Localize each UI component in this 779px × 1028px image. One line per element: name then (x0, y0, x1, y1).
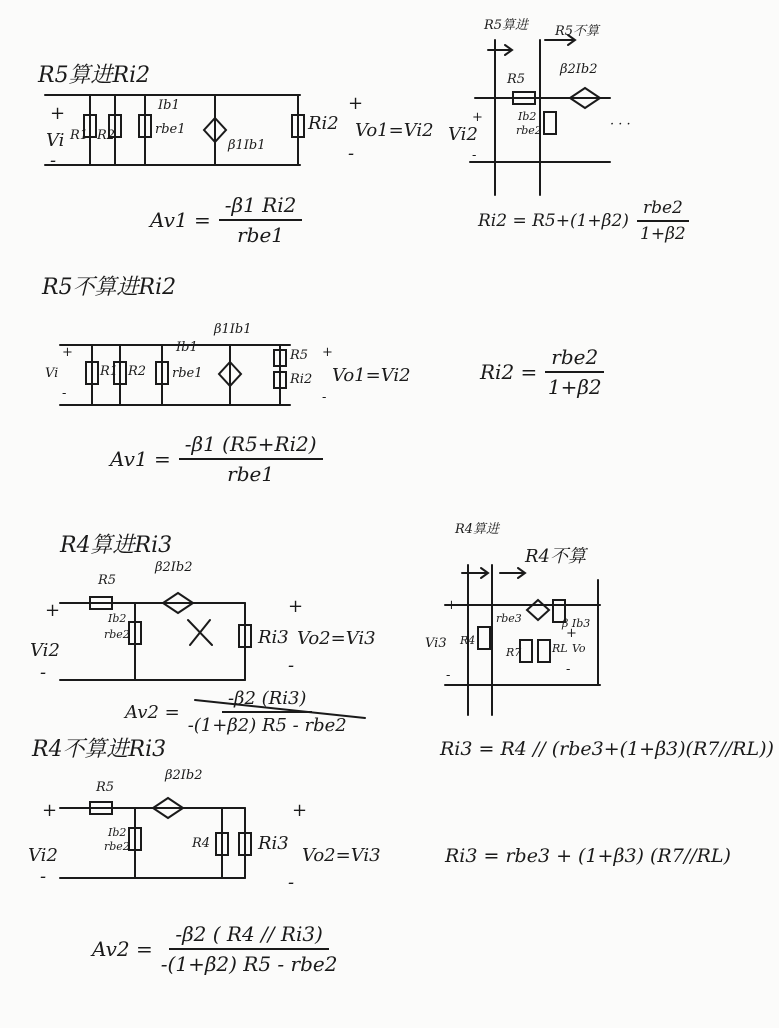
formula-lhs: Av1 = (150, 208, 211, 232)
section2-title: R5不算进Ri2 (42, 275, 177, 300)
b3-label: β Ib3 (562, 617, 591, 630)
formula-denominator: rbe1 (227, 462, 275, 486)
vi2-label: Vi2 (28, 845, 58, 866)
vo1-label: Vo1=Vi2 (332, 365, 411, 386)
minus-sign: - (446, 668, 451, 683)
minus-sign: - (40, 866, 47, 887)
r4-calc-label: R4算进 (455, 522, 500, 537)
plus-sign: + (292, 800, 308, 821)
av2-formula-2 (92, 922, 337, 976)
formula-numerator: rbe2 (545, 345, 604, 373)
rbe2-label: rbe2 (516, 124, 542, 137)
ib1-label: Ib1 (176, 340, 198, 355)
section4-title: R4不算进Ri3 (32, 737, 167, 762)
minus-sign: - (50, 150, 57, 171)
ri2-formula-1 (478, 198, 689, 244)
rbe1-label: rbe1 (172, 366, 203, 381)
minus-sign: - (348, 143, 355, 164)
plus-sign: + (288, 596, 304, 617)
r2-label: R2 (97, 128, 116, 143)
formula-numerator: -β1 Ri2 (219, 193, 303, 221)
minus-sign: - (40, 662, 47, 683)
minus-sign: - (62, 386, 67, 401)
circuit-r4-not-in-ri3 (60, 798, 251, 878)
formula-denominator: -(1+β2) R5 - rbe2 (187, 715, 347, 736)
ri3-label: Ri3 (258, 627, 289, 648)
vo2-label: Vo2=Vi3 (297, 628, 376, 649)
r5-label: R5 (507, 72, 526, 87)
section1-title: R5算进Ri2 (38, 63, 151, 88)
av2-formula-1 (125, 688, 347, 736)
vi2-label: Vi2 (30, 640, 60, 661)
rbe3-label: rbe3 (496, 612, 522, 625)
formula-denominator: -(1+β2) R5 - rbe2 (160, 952, 338, 976)
dots: · · · (610, 117, 631, 132)
vi-label: Vi (46, 130, 65, 151)
current-source-label: β1Ib1 (228, 138, 266, 153)
vo-label: Vo (572, 642, 586, 655)
rbe1-label: rbe1 (155, 122, 186, 137)
formula-lhs: Ri2 = R5+(1+β2) (478, 211, 629, 231)
formula-numerator: -β1 (R5+Ri2) (179, 432, 323, 460)
vi3-label: Vi3 (425, 636, 447, 651)
formula-lhs: Ri2 = (480, 360, 538, 384)
formula-numerator: rbe2 (637, 198, 689, 222)
r1-label: R1 (100, 364, 119, 379)
r5-not-label: R5不算 (555, 24, 600, 39)
ib2-label: Ib2 (518, 110, 537, 123)
r7-label: R7 (506, 646, 522, 659)
plus-sign: + (50, 103, 66, 124)
ri2-formula-2 (480, 345, 604, 399)
minus-sign: - (288, 872, 295, 893)
formula-numerator: -β2 ( R4 // Ri3) (169, 922, 329, 950)
plus-sign: + (566, 626, 577, 641)
r1-label: R1 (70, 128, 89, 143)
b2ib2-label: β2Ib2 (560, 62, 598, 77)
ri2-label: Ri2 (308, 113, 339, 134)
formula-numerator: -β2 (Ri3) (222, 688, 312, 713)
rl-label: RL (552, 642, 568, 655)
plus-sign: + (446, 598, 457, 613)
rbe2-label: rbe2 (104, 840, 130, 853)
r5-label: R5 (98, 573, 117, 588)
r4-label: R4 (192, 836, 211, 851)
ib2-label: Ib2 (108, 826, 127, 839)
r4-label: R4 (460, 634, 476, 647)
vo2-label: Vo2=Vi3 (302, 845, 381, 866)
plus-sign: + (62, 345, 73, 360)
minus-sign: - (322, 390, 327, 405)
r5-label: R5 (290, 348, 309, 363)
plus-sign: + (322, 345, 333, 360)
plus-sign: + (45, 600, 61, 621)
ri3-label: Ri3 (258, 833, 289, 854)
plus-sign: + (42, 800, 58, 821)
minus-sign: - (566, 662, 571, 677)
b2ib2-label: β2Ib2 (155, 560, 193, 575)
formula-denominator: 1+β2 (547, 375, 602, 399)
ri3-formula-1: Ri3 = R4 // (rbe3+(1+β3)(R7//RL)) (440, 738, 774, 760)
av1-formula-2 (110, 432, 323, 486)
r5-calc-label: R5算进 (484, 18, 529, 33)
vo1-label: Vo1=Vi2 (355, 120, 434, 141)
minus-sign: - (472, 148, 477, 163)
ib2-label: Ib2 (108, 612, 127, 625)
vi-label: Vi (45, 366, 59, 381)
formula-lhs: Av1 = (110, 447, 171, 471)
minus-sign: - (288, 655, 295, 676)
r5-label: R5 (96, 780, 115, 795)
formula-lhs: Av2 = (92, 937, 153, 961)
r2-label: R2 (128, 364, 147, 379)
ri2-label: Ri2 (290, 372, 313, 387)
formula-lhs: Av2 = (125, 701, 180, 723)
current-source-label: β1Ib1 (214, 322, 252, 337)
plus-sign: + (472, 110, 483, 125)
formula-denominator: rbe1 (237, 223, 285, 247)
plus-sign: + (348, 93, 364, 114)
ib1-label: Ib1 (158, 98, 180, 113)
r4-not-label: R4不算 (525, 546, 587, 567)
ri3-formula-2: Ri3 = rbe3 + (1+β3) (R7//RL) (445, 845, 731, 867)
circuit-ri2-detail (470, 35, 610, 195)
b2ib2-label: β2Ib2 (165, 768, 203, 783)
rbe2-label: rbe2 (104, 628, 130, 641)
formula-denominator: 1+β2 (640, 224, 686, 244)
av1-formula-1 (150, 193, 302, 247)
vi2-label: Vi2 (448, 124, 478, 145)
section3-title: R4算进Ri3 (60, 533, 173, 558)
